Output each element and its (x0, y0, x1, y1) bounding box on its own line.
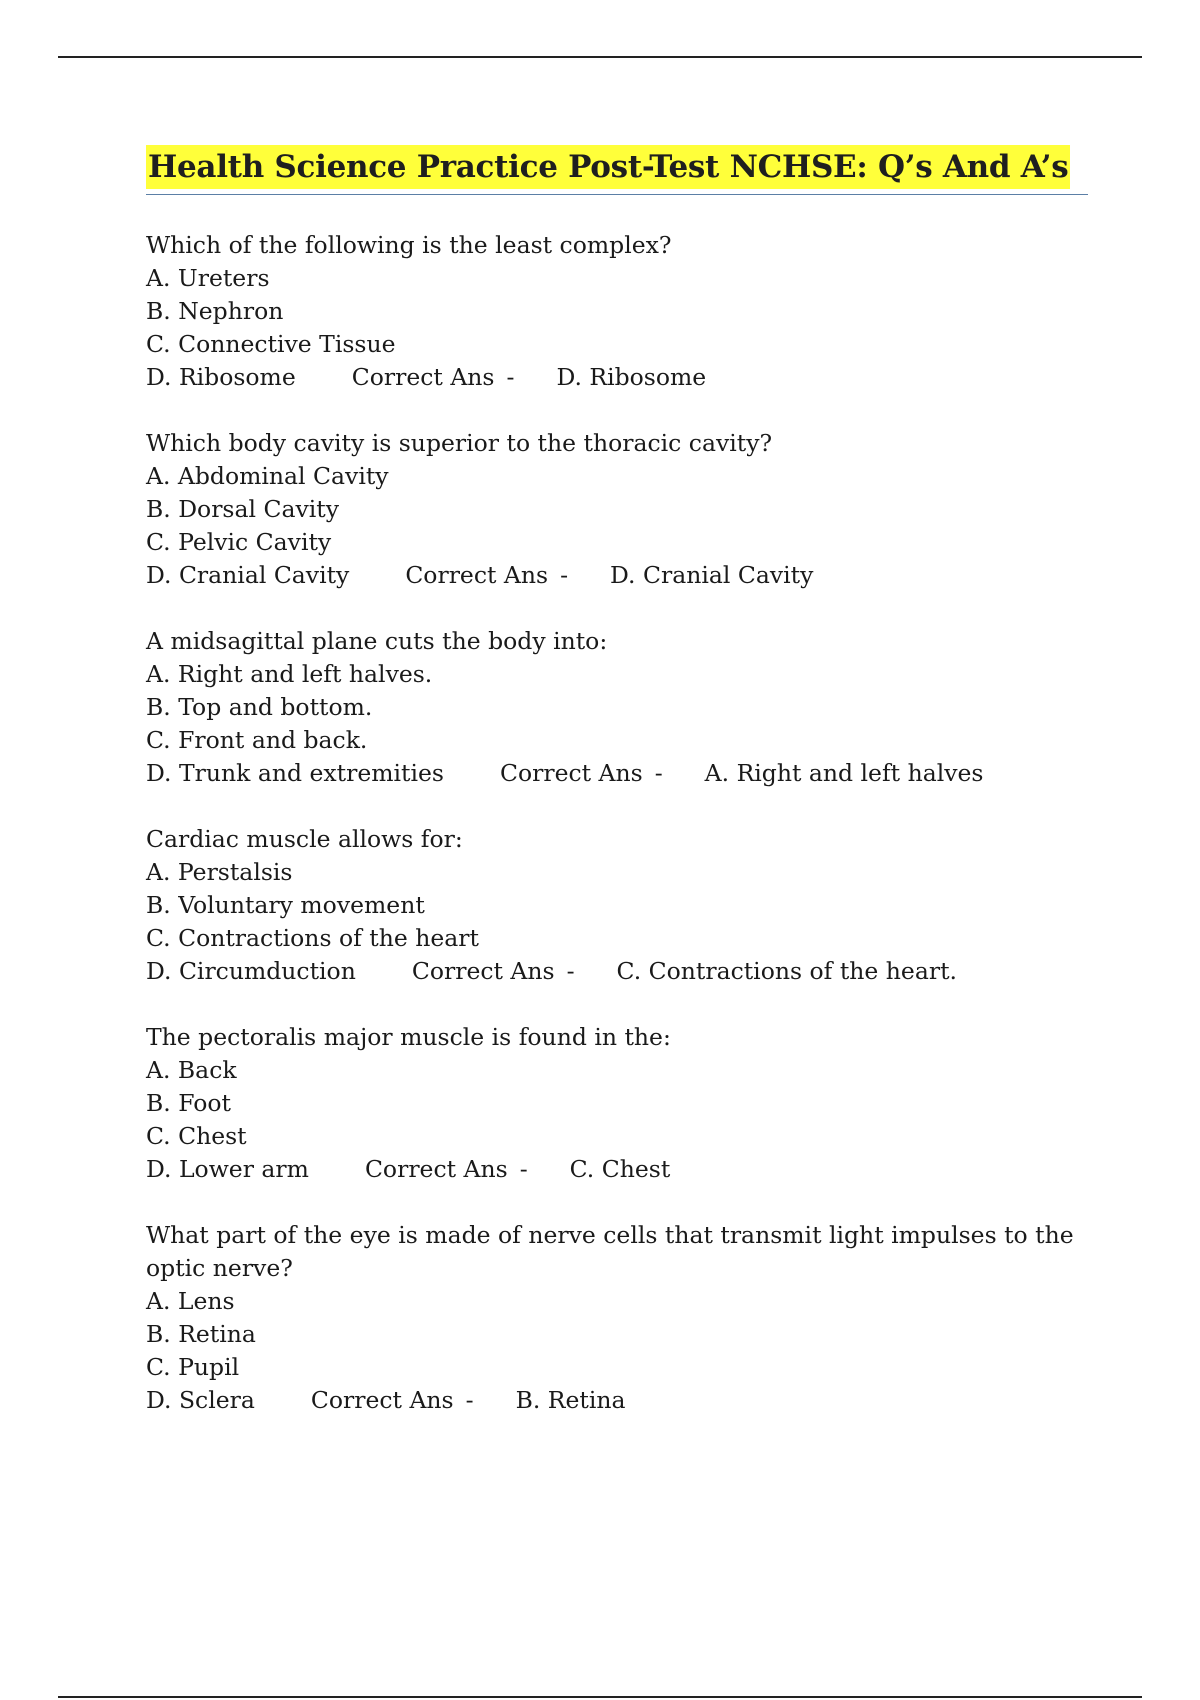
option: A. Lens (146, 1287, 235, 1315)
option: C. Chest (146, 1122, 247, 1150)
question-text: What part of the eye is made of nerve cells that transmit light impulses to the optic nerve? (146, 1221, 1082, 1282)
correct-answer-label: Correct Ans (499, 759, 643, 787)
option: D. Trunk and extremities (146, 759, 444, 787)
answer-dash: - (566, 957, 575, 985)
option: B. Dorsal Cavity (146, 495, 339, 523)
option: C. Connective Tissue (146, 330, 396, 358)
answer-row (146, 955, 1088, 988)
answer-dash: - (560, 561, 569, 589)
option: D. Lower arm (146, 1155, 309, 1183)
question-text: Which body cavity is superior to the thoracic cavity? (146, 429, 773, 457)
title-underline (146, 145, 1088, 195)
answer-row (146, 559, 1088, 592)
correct-answer-value: C. Contractions of the heart. (616, 957, 957, 985)
option: B. Retina (146, 1320, 256, 1348)
answer-row (146, 1384, 1088, 1417)
correct-answer-value: D. Ribosome (556, 363, 707, 391)
option: C. Pupil (146, 1353, 240, 1381)
question-block (146, 427, 1088, 592)
option: B. Voluntary movement (146, 891, 425, 919)
correct-answer-value: C. Chest (569, 1155, 671, 1183)
option: A. Back (146, 1056, 237, 1084)
answer-dash: - (519, 1155, 528, 1183)
option: A. Right and left halves. (146, 660, 433, 688)
answer-dash: - (654, 759, 663, 787)
question-text: A midsagittal plane cuts the body into: (146, 627, 608, 655)
correct-answer-label: Correct Ans (310, 1386, 454, 1414)
question-text: Cardiac muscle allows for: (146, 825, 463, 853)
question-block (146, 823, 1088, 988)
option: A. Ureters (146, 264, 270, 292)
correct-answer-value: A. Right and left halves (704, 759, 984, 787)
option: C. Pelvic Cavity (146, 528, 332, 556)
option: D. Circumduction (146, 957, 356, 985)
question-block (146, 229, 1088, 394)
correct-answer-label: Correct Ans (405, 561, 549, 589)
option: B. Foot (146, 1089, 231, 1117)
correct-answer-value: B. Retina (515, 1386, 626, 1414)
option: C. Contractions of the heart (146, 924, 479, 952)
option: C. Front and back. (146, 726, 368, 754)
question-text: The pectoralis major muscle is found in the: (146, 1023, 671, 1051)
document-body (146, 145, 1088, 1450)
answer-row (146, 361, 1088, 394)
header-rule (58, 56, 1142, 58)
option: A. Perstalsis (146, 858, 293, 886)
correct-answer-label: Correct Ans (364, 1155, 508, 1183)
answer-row (146, 1153, 1088, 1186)
page-title: Health Science Practice Post-Test NCHSE: Q’s And A’s (146, 145, 1070, 189)
question-block (146, 625, 1088, 790)
correct-answer-label: Correct Ans (411, 957, 555, 985)
option: D. Sclera (146, 1386, 255, 1414)
answer-dash: - (465, 1386, 474, 1414)
option: B. Nephron (146, 297, 284, 325)
question-block (146, 1021, 1088, 1186)
option: D. Cranial Cavity (146, 561, 350, 589)
answer-row (146, 757, 1088, 790)
footer-rule (58, 1696, 1142, 1698)
question-block (146, 1219, 1088, 1417)
option: B. Top and bottom. (146, 693, 373, 721)
correct-answer-label: Correct Ans (351, 363, 495, 391)
correct-answer-value: D. Cranial Cavity (610, 561, 814, 589)
answer-dash: - (506, 363, 515, 391)
question-text: Which of the following is the least complex? (146, 231, 672, 259)
option: A. Abdominal Cavity (146, 462, 389, 490)
option: D. Ribosome (146, 363, 296, 391)
